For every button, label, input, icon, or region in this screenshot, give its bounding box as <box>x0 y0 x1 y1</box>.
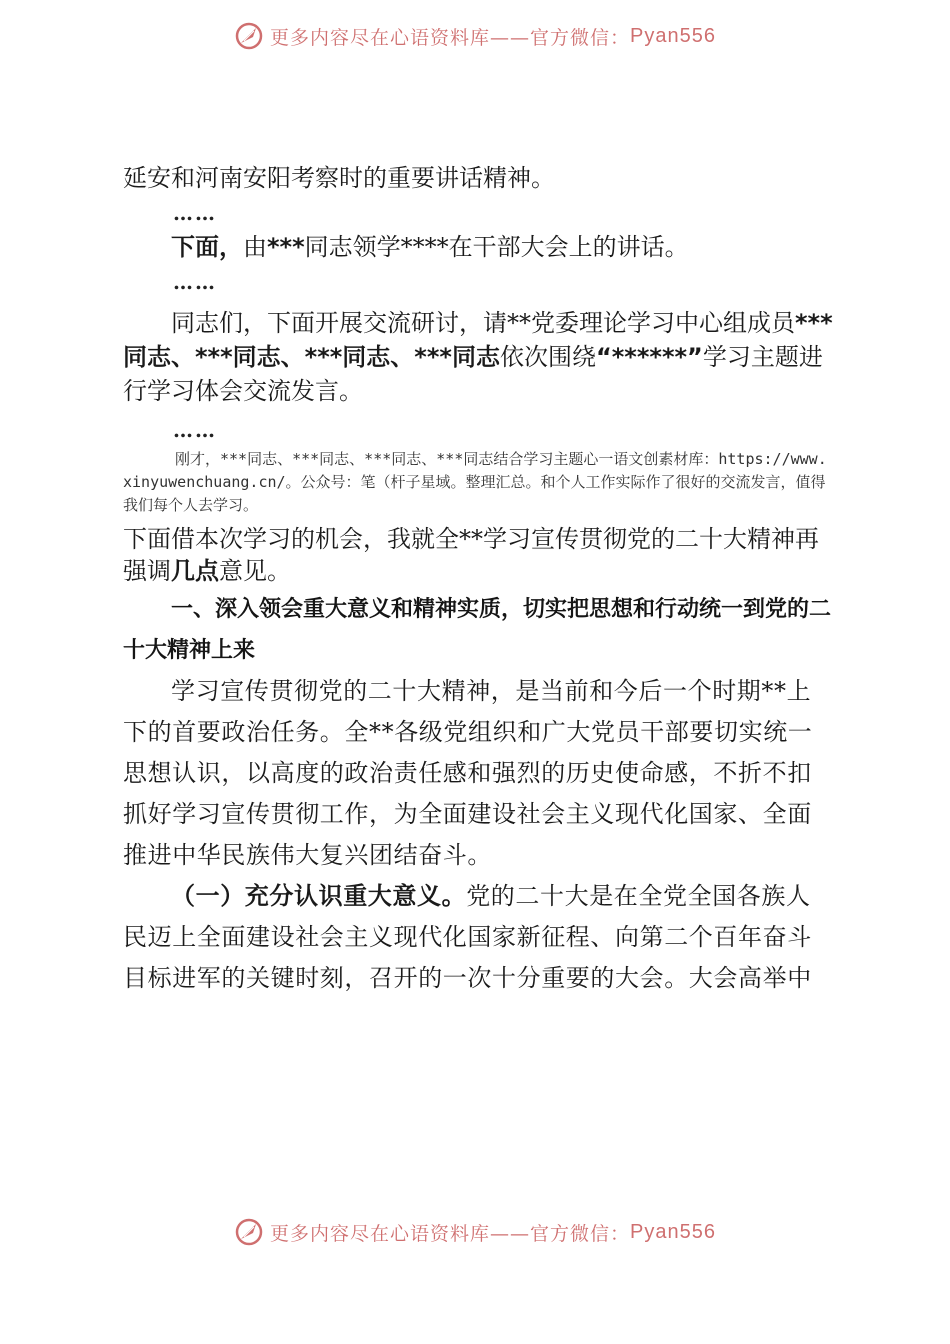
p4-text-b: 意见。 <box>219 557 291 585</box>
p2-text-b: 同志领学****在干部大会上的讲话。 <box>304 233 689 261</box>
p3-text-a: 同志们，下面开展交流研讨，请**党委理论学习中心组成员 <box>171 309 795 337</box>
ellipsis-1: …… <box>173 201 217 225</box>
paragraph-5: 学习宣传贯彻党的二十大精神，是当前和今后一个时期**上下的首要政治任务。全**各级党组织和广大党员干部要切实统一思想认识，以高度的政治责任感和强烈的历史使命感，不折不扣抓好学习宣传贯彻工作，为全面建设社会主义现代化国家、全面推进中华民族伟大复兴团结奋斗。 <box>123 677 813 869</box>
footer-banner <box>0 1212 950 1252</box>
p6-text: 党的二十大是在全党全国各族人民迈上全面建设社会主义现代化国家新征程、向第二个百年奋斗目标进军的关键时刻，召开的一次十分重要的大会。大会高举中 <box>123 882 812 992</box>
paragraph-4 <box>123 523 833 587</box>
p3-text-b: 依次围绕 <box>499 343 596 371</box>
ellipsis-3: …… <box>173 418 217 442</box>
p6-bold: （一）充分认识重大意义。 <box>171 882 467 910</box>
banner-handle: Pyan556 <box>630 24 716 47</box>
p2-bold-2: *** <box>267 233 305 261</box>
paragraph-2 <box>123 229 833 266</box>
paragraph-1: 延安和河南安阳考察时的重要讲话精神。 <box>123 164 555 192</box>
p4-bold: 几点 <box>171 557 219 585</box>
banner-text: 更多内容尽在心语资料库——官方微信： <box>270 26 631 49</box>
banner-handle: Pyan556 <box>630 1220 716 1243</box>
small-note: 刚才，***同志、***同志、***同志、***同志结合学习主题心一语文创素材库：https://www.xinyuwenchuang.cn/。公众号：笔（杆子星域。整理汇总。和个人工作实际作了很好的交流发言，值得我们每个人去学习。 <box>123 450 827 514</box>
quill-logo-icon <box>234 1217 264 1247</box>
p2-bold: 下面， <box>171 233 243 261</box>
banner-text: 更多内容尽在心语资料库——官方微信： <box>270 1222 631 1245</box>
p2-text-a: 由 <box>243 233 267 261</box>
p4-text-a: 下面借本次学习的机会，我就全**学习宣传贯彻党的二十大精神再强调 <box>123 525 819 585</box>
p3-quote: “******” <box>595 343 703 371</box>
ellipsis-2: …… <box>173 270 217 294</box>
section-heading-1: 一、深入领会重大意义和精神实质，切实把思想和行动统一到党的二十大精神上来 <box>123 597 832 663</box>
p3-bold: ***同志、***同志、***同志、***同志 <box>123 309 833 371</box>
paragraph-3 <box>123 306 833 408</box>
document-body <box>123 160 833 999</box>
quill-logo-icon <box>234 21 264 51</box>
header-banner <box>0 16 950 56</box>
p3-text-c: 学习主题进行学习体会交流发言。 <box>123 343 823 405</box>
paragraph-6 <box>123 876 833 999</box>
